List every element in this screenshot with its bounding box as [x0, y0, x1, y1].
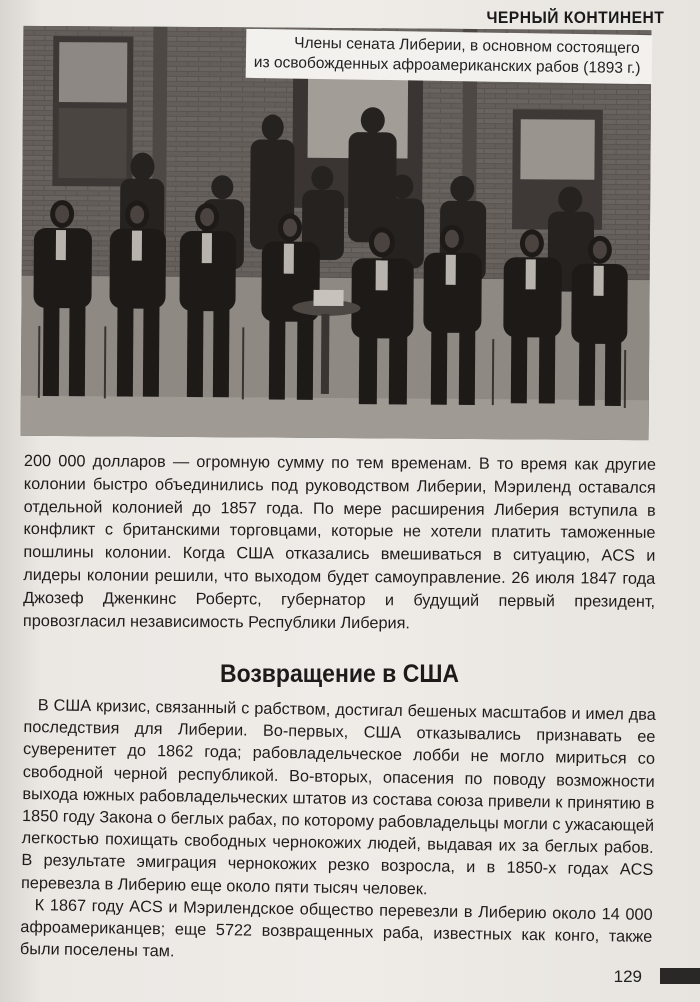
senate-photograph: [21, 26, 652, 440]
paragraph: В США кризис, связанный с рабством, достигал бешеных масштабов и имел два последствия для Либерии. Во-первых, США отказывались признавать ее суверенитет до 1862 года; рабовладельческое лобби не могло мириться со свободной черной республикой. Во-вторых, опасения по поводу возможности выхода южных рабовладельческих штатов из состава союза привели к принятию в 1850 году Закона о беглых рабах, по которому рабовладельцы могли с ужасающей легкостью похищать свободных чернокожих людей, выдавая их за беглых рабов. В результате эмиграция чернокожих резко возросла, и в 1850-х годах ACS перевезла в Либерию еще около пяти тысяч человек.: [20, 696, 656, 898]
body-text-section: [20, 694, 656, 970]
page-number: 129: [613, 967, 642, 986]
running-head: ЧЕРНЫЙ КОНТИНЕНТ: [486, 8, 664, 27]
photo-caption: [246, 29, 653, 84]
paragraph: К 1867 году ACS и Мэрилендское общество перевезли в Либерию около 14 000 афроамериканцев; еще 5722 возвращенных раба, известных как конго, также были поселены там.: [19, 896, 653, 961]
section-heading: Возвращение в США: [220, 660, 460, 688]
caption-line-2: из освобожденных афроамериканских рабов (1893 г.): [253, 53, 641, 78]
photo-illustration: [21, 26, 652, 440]
paragraph: 200 000 долларов — огромную сумму по тем временам. В то время как другие колонии быстро объединились под руководством Либерии, Мэриленд оставался отдельной колонией до 1857 года. По мере расширения Либерия вступила в конфликт с британскими торговцами, которые не хотели платить таможенные пошлины колонии. Когда США отказались вмешиваться в ситуацию, ACS и лидеры колонии решили, что выходом будет самоуправление. 26 июля 1847 года Джозеф Дженкинс Робертс, губернатор и будущий первый президент, провозгласил независимость Республики Либерия.: [22, 451, 656, 632]
caption-line-1: Члены сената Либерии, в основном состоящего: [294, 34, 640, 57]
body-text-top: [23, 450, 656, 636]
folio-bar: [660, 968, 700, 984]
